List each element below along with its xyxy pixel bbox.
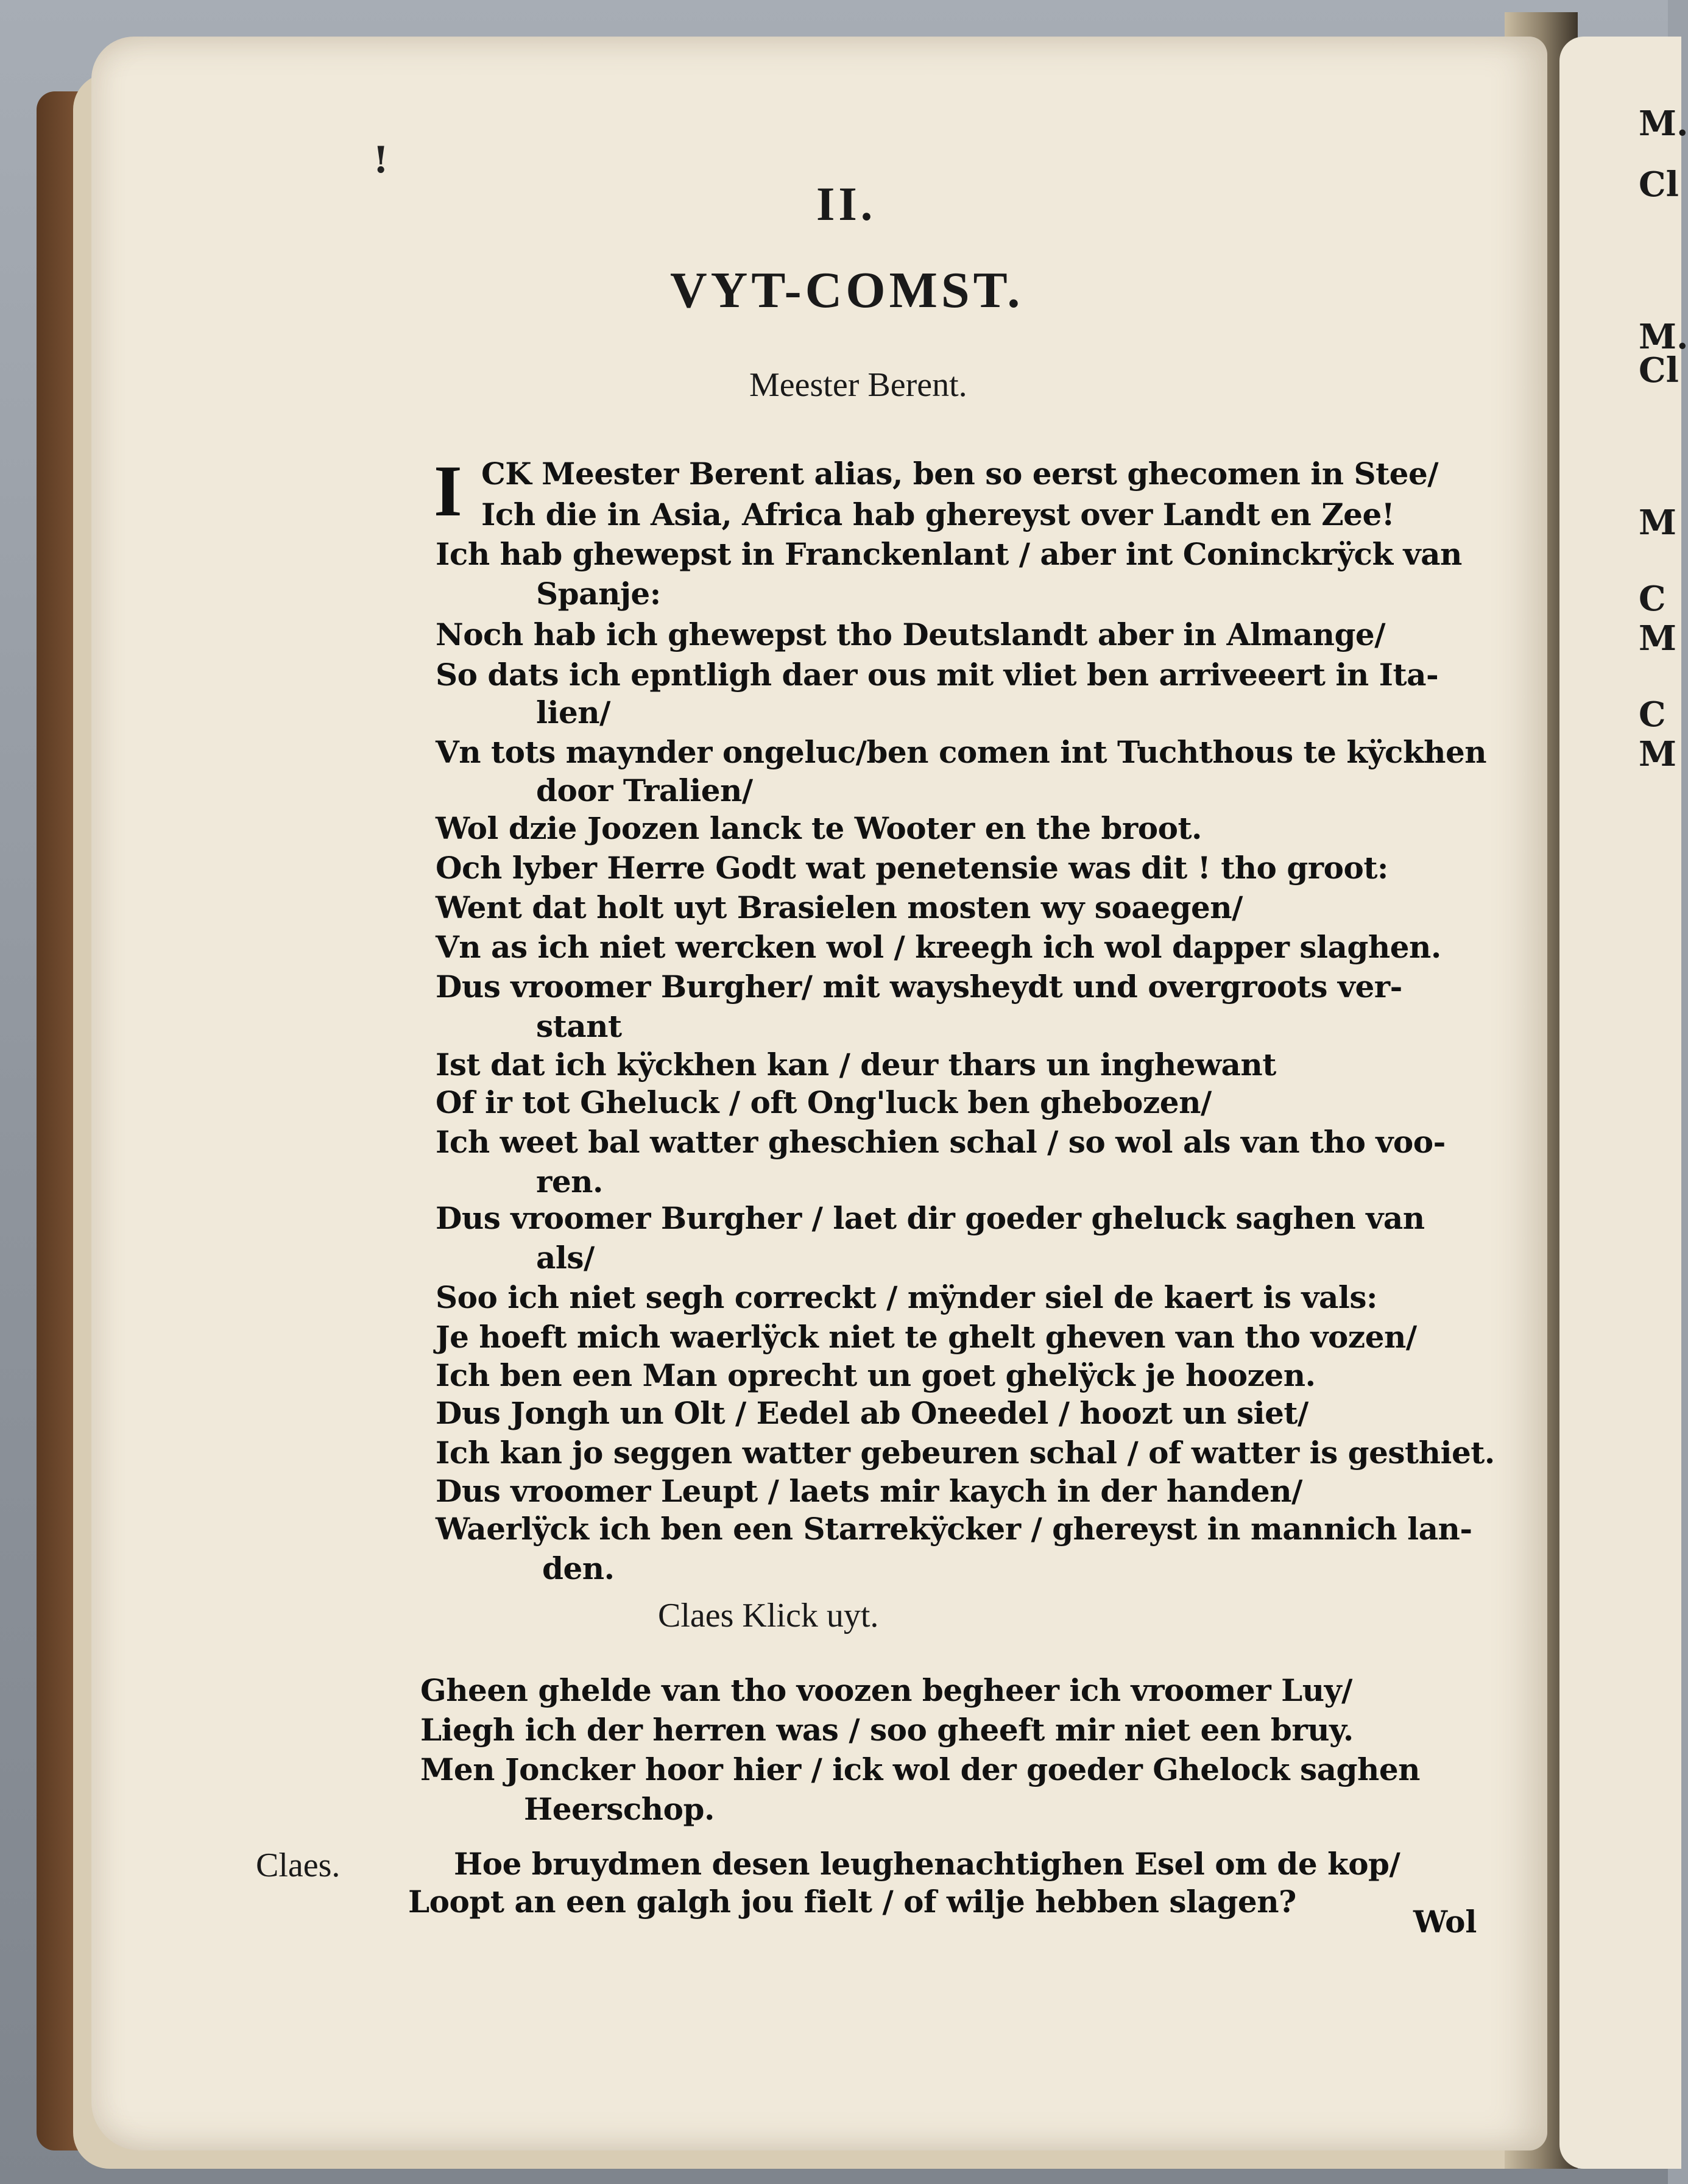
verse-line: Went dat holt uyt Brasielen mosten wy soaegen/ [436, 889, 1243, 925]
verse-line: Och lyber Herre Godt wat penetensie was dit ! tho groot: [436, 850, 1388, 886]
verse-line: Gheen ghelde van tho voozen begheer ich vroomer Luy/ [420, 1672, 1352, 1708]
verse-line: ren. [536, 1164, 603, 1200]
page-number: II. [816, 177, 877, 230]
verse-line: Waerlÿck ich ben een Starrekÿcker / ghereyst in mannich lan- [436, 1511, 1472, 1547]
verse-line: Ich ben een Man oprecht un goet ghelÿck je hoozen. [436, 1357, 1316, 1393]
drop-capital: I [434, 450, 462, 531]
verse-line: Je hoeft mich waerlÿck niet te ghelt gheven van tho vozen/ [436, 1319, 1417, 1355]
facing-fragment: M [1639, 734, 1676, 774]
verse-line: Ich kan jo seggen watter gebeuren schal / of watter is gesthiet. [436, 1435, 1495, 1471]
verse-line: Wol dzie Joozen lanck te Wooter en the broot. [436, 810, 1202, 846]
verse-line: Ich hab ghewepst in Franckenlant / aber int Coninckrÿck van [436, 536, 1462, 572]
verse-line: Liegh ich der herren was / soo gheeft mir niet een bruy. [420, 1712, 1354, 1748]
verse-line: Dus vroomer Leupt / laets mir kaych in der handen/ [436, 1473, 1302, 1509]
facing-fragment: M [1639, 618, 1676, 659]
verse-line: als/ [536, 1240, 595, 1276]
verse-line: Soo ich niet segh correckt / mÿnder siel de kaert is vals: [436, 1279, 1377, 1315]
verse-line: Vn as ich niet wercken wol / kreegh ich wol dapper slaghen. [436, 929, 1441, 965]
verse-line: Dus vroomer Burgher/ mit waysheydt und overgroots ver- [436, 969, 1402, 1005]
verse-line: den. [542, 1550, 615, 1586]
verse-line: Heerschop. [524, 1791, 715, 1827]
facing-fragment: Cl [1639, 350, 1679, 391]
verse-line: CK Meester Berent alias, ben so eerst ghecomen in Stee/ [481, 456, 1439, 492]
facing-fragment: Cl [1639, 164, 1679, 205]
speaker-heading: Claes Klick uyt. [658, 1597, 879, 1634]
verse-line: door Tralien/ [536, 772, 753, 808]
section-title: VYT-COMST. [670, 262, 1024, 319]
verse-line: Dus Jongh un Olt / Eedel ab Oneedel / hoozt un siet/ [436, 1395, 1308, 1431]
facing-fragment: C [1639, 579, 1666, 619]
verse-line: Of ir tot Gheluck / oft Ong'luck ben ghebozen/ [436, 1084, 1212, 1120]
verse-line: Ich weet bal watter gheschien schal / so wol als van tho voo- [436, 1124, 1446, 1160]
speaker-heading: Meester Berent. [749, 366, 967, 404]
verse-line: Ich die in Asia, Africa hab ghereyst over Landt en Zee! [481, 497, 1395, 532]
printer-mark: ! [373, 139, 389, 182]
verse-line: Hoe bruydmen desen leughenachtighen Esel om de kop/ [454, 1846, 1400, 1882]
verse-line: So dats ich epntligh daer ous mit vliet ben arriveeert in Ita- [436, 657, 1439, 693]
verse-line: lien/ [536, 694, 610, 730]
verse-line: Loopt an een galgh jou fielt / of wilje hebben slagen? [408, 1884, 1296, 1920]
facing-fragment: M. [1639, 104, 1688, 144]
verse-line: Men Joncker hoor hier / ick wol der goeder Ghelock saghen [420, 1751, 1420, 1787]
catchword: Wol [1413, 1904, 1477, 1940]
verse-line: Noch hab ich ghewepst tho Deutslandt aber in Almange/ [436, 617, 1385, 652]
facing-fragment: C [1639, 694, 1666, 735]
verse-line: Ist dat ich kÿckhen kan / deur thars un inghewant [436, 1047, 1276, 1083]
facing-fragment: M. [1639, 317, 1688, 357]
verse-line: Vn tots maynder ongeluc/ben comen int Tuchthous te kÿckhen [436, 734, 1487, 770]
speaker-margin-label: Claes. [256, 1847, 341, 1884]
verse-line: Spanje: [536, 576, 661, 612]
verse-line: stant [536, 1008, 622, 1044]
facing-fragment: M [1639, 503, 1676, 543]
verse-line: Dus vroomer Burgher / laet dir goeder gheluck saghen van [436, 1200, 1425, 1236]
